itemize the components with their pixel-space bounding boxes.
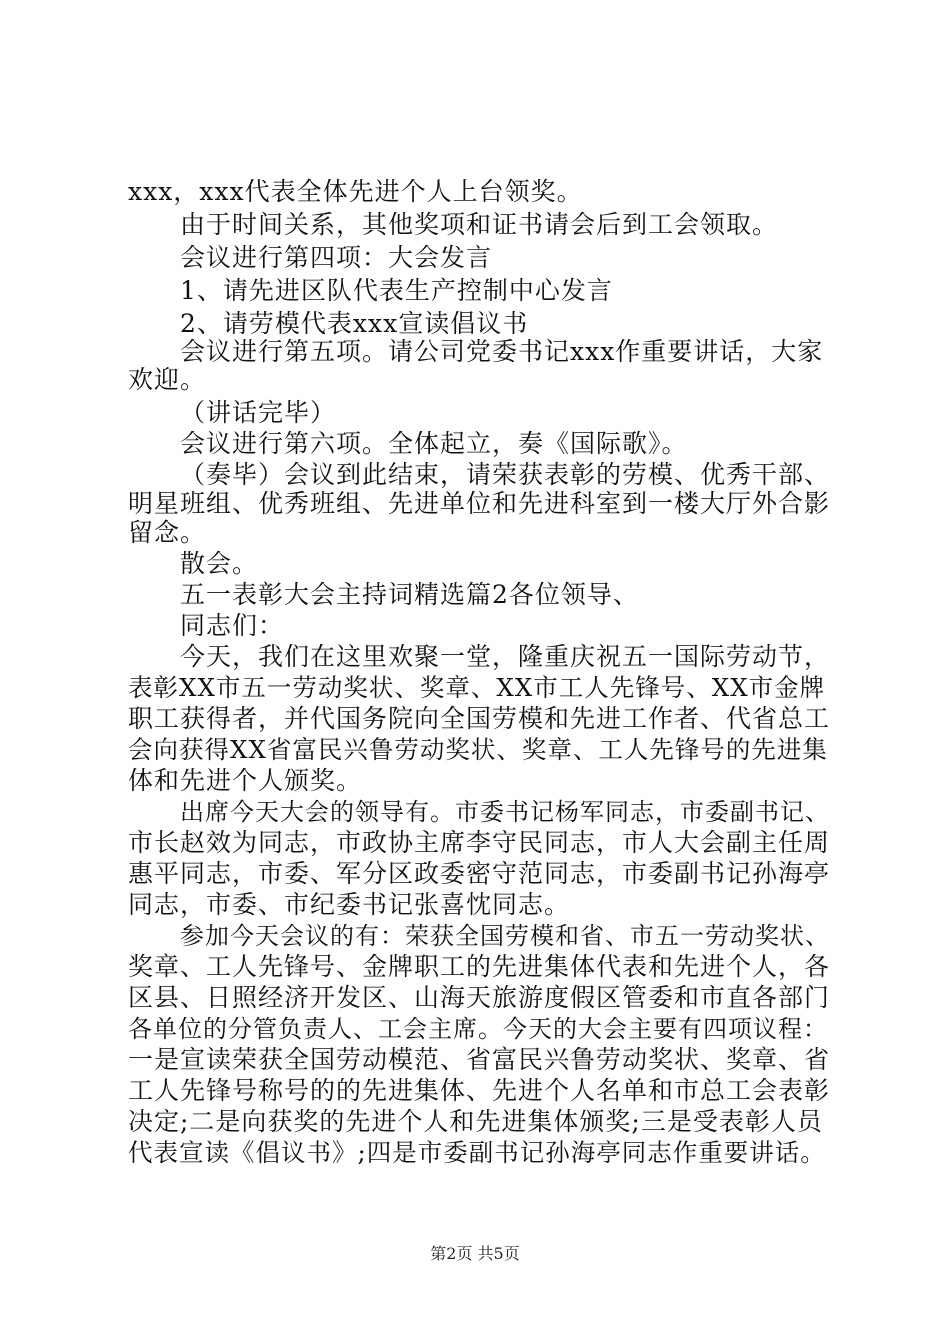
page-footer: 第2页 共5页	[430, 1244, 520, 1263]
text-line: 代表宣读《倡议书》;四是市委副书记孙海亭同志作重要讲话。	[128, 1138, 826, 1167]
text-line: 表彰XX市五一劳动奖状、奖章、XX市工人先锋号、XX市金牌	[128, 673, 826, 702]
text-line: 同志，市委、市纪委书记张喜忱同志。	[128, 890, 571, 919]
text-line: 五一表彰大会主持词精选篇2各位领导、	[180, 580, 639, 609]
text-line: 参加今天会议的有：荣获全国劳模和省、市五一劳动奖状、	[180, 922, 830, 950]
text-line: 职工获得者，并代国务院向全国劳模和先进工作者、代省总工	[128, 704, 831, 733]
text-line: 体和先进个人颁奖。	[128, 766, 363, 795]
text-line: 会向获得XX省富民兴鲁劳动奖状、奖章、工人先锋号的先进集	[128, 735, 828, 764]
text-line: 一是宣读荣获全国劳动模范、省富民兴鲁劳动奖状、奖章、省	[128, 1045, 831, 1074]
text-line: 1、请先进区队代表生产控制中心发言	[180, 276, 613, 305]
text-line: 今天，我们在这里欢聚一堂，隆重庆祝五一国际劳动节，	[180, 642, 831, 671]
text-line: 明星班组、优秀班组、先进单位和先进科室到一楼大厅外合影	[128, 489, 831, 518]
text-line: 奖章、工人先锋号、金牌职工的先进集体代表和先进个人，各	[128, 952, 831, 981]
text-line: 各单位的分管负责人、工会主席。今天的大会主要有四项议程：	[128, 1015, 828, 1043]
text-line: 2、请劳模代表xxx宣读倡议书	[180, 309, 529, 338]
text-line: 出席今天大会的领导有。市委书记杨军同志，市委副书记、	[180, 798, 830, 826]
text-line: 决定;二是向获奖的先进个人和先进集体颁奖;三是受表彰人员	[128, 1107, 823, 1136]
text-line: 留念。	[128, 518, 207, 547]
text-line: 会议进行第六项。全体起立，奏《国际歌》。	[180, 429, 688, 458]
text-line: 欢迎。	[128, 365, 207, 394]
text-line: 由于时间关系，其他奖项和证书请会后到工会领取。	[180, 210, 779, 239]
text-line: 惠平同志，市委、军分区政委密守范同志，市委副书记孙海亭	[128, 859, 831, 888]
text-line: 同志们：	[180, 611, 285, 640]
text-line: 会议进行第五项。请公司党委书记xxx作重要讲话，大家	[180, 337, 824, 366]
text-line: 工人先锋号称号的的先进集体、先进个人名单和市总工会表彰	[128, 1076, 831, 1105]
text-line: 散会。	[180, 549, 259, 578]
text-line: 市长赵效为同志，市政协主席李守民同志，市人大会副主任周	[128, 828, 831, 857]
text-line: xxx，xxx代表全体先进个人上台领奖。	[128, 177, 583, 206]
text-line: （奏毕）会议到此结束，请荣获表彰的劳模、优秀干部、	[180, 460, 831, 489]
text-line: 会议进行第四项：大会发言	[180, 243, 493, 272]
text-line: （讲话完毕）	[180, 398, 337, 427]
text-line: 区县、日照经济开发区、山海天旅游度假区管委和市直各部门	[128, 983, 831, 1012]
